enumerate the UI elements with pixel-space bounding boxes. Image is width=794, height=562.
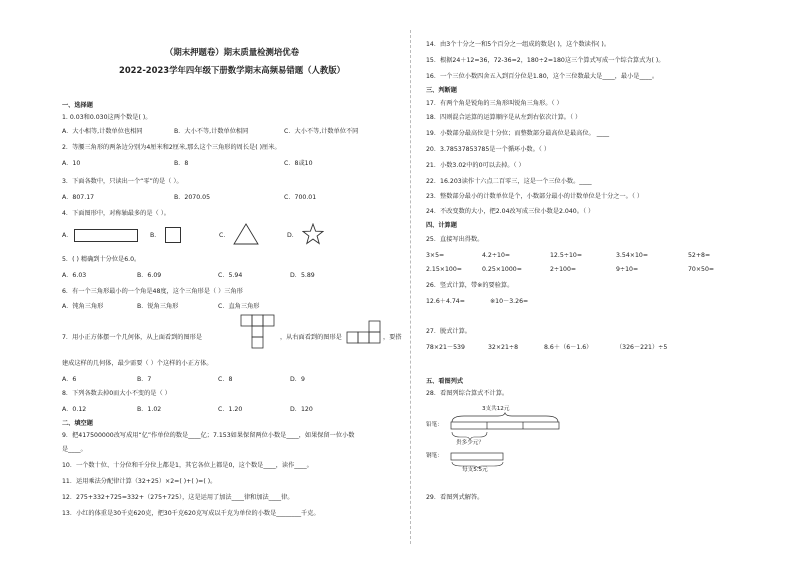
q5-option-d: D．5.89	[290, 272, 315, 279]
question-16: 16．一个三位小数四舍五入到百分位是1.80，这个三位数最大是____，最小是____。	[426, 73, 659, 80]
q4-option-d: D．	[287, 232, 298, 239]
question-23: 23．整数部分最小的计数单位是个，小数部分最小的计数单位是十分之一。（ ）	[426, 193, 644, 200]
q6-option-c: C．直角三角形	[218, 303, 260, 310]
q5-option-a: A．6.03	[62, 272, 87, 279]
question-7-part4: 建成这样的几何体，最少需要（ ）个这样的小正方体。	[62, 360, 213, 367]
question-13: 13．小红的体重是30千克620克，把30千克620克写成以千克为单位的小数是________千克。	[62, 510, 320, 517]
calc-cell: 2.15×100=	[426, 266, 462, 273]
question-mark-label: 贵多少元？	[456, 440, 484, 446]
question-10: 10．一个数十位、十分位和千分位上都是1，其它各位上都是0，这个数是____，读作____。	[62, 462, 313, 469]
question-18: 18．四则混合运算的运算顺序是从左到右依次计算。（ ）	[426, 114, 582, 121]
q27-item: 32×21÷8	[488, 344, 519, 351]
question-29: 29．看图列式解答。	[426, 494, 484, 501]
question-14: 14．由3个十分之一和5个百分之一组成的数是( )，这个数读作( )。	[426, 41, 611, 48]
q8-option-c: C．1.20	[218, 406, 243, 413]
q7-option-a: A．6	[62, 376, 77, 383]
calc-cell: 12.5÷10=	[550, 252, 583, 259]
question-1: 1. 0.03和0.030这两个数是( )。	[62, 114, 152, 121]
q5-option-b: B．6.09	[137, 272, 162, 279]
calc-cell: 4.2÷10=	[482, 252, 511, 259]
question-15: 15．根据24＋12=36，72-36=2，180÷2=180这三个算式写成一个综合算式为( )。	[426, 57, 665, 64]
q6-option-b: B．锐角三角形	[137, 303, 179, 310]
calc-cell: 2÷100=	[550, 266, 577, 273]
q5-option-c: C．5.94	[218, 272, 243, 279]
q26-item: 12.6＋4.74=	[426, 298, 465, 305]
triangle-shape	[233, 223, 259, 245]
q8-option-d: D．120	[290, 406, 313, 413]
column-divider	[410, 30, 411, 544]
question-24: 24．不改变数的大小，把2.04改写成三位小数是2.040。（ ）	[426, 208, 595, 215]
q1-option-c: C．大小不等,计数单位不同	[284, 128, 359, 135]
q6-option-a: A．钝角三角形	[62, 303, 104, 310]
figure-total-label: 3支共12元	[482, 406, 510, 412]
question-19: 19．小数部分最高位是十分位；而整数部分最高位是最高位。 ____	[426, 130, 610, 137]
q8-option-a: A．0.12	[62, 406, 87, 413]
top-view-figure	[240, 314, 276, 350]
calc-cell: 70×50=	[688, 266, 715, 273]
square-shape	[165, 227, 181, 243]
left-column	[62, 0, 402, 562]
question-9-tail: 是____。	[62, 446, 87, 453]
q7-option-d: D．9	[290, 376, 305, 383]
question-4: 4．下面图形中，对称轴最多的是（ ）。	[62, 210, 170, 217]
question-27: 27．脱式计算。	[426, 328, 471, 335]
q27-item: （326－221）÷5	[616, 344, 668, 351]
question-25: 25．直接写出得数。	[426, 236, 484, 243]
rectangle-shape	[74, 229, 138, 242]
q3-option-c: C．700.01	[284, 194, 317, 201]
question-7-part3: ，要搭	[383, 334, 402, 341]
q27-item: 8.6＋（6－1.6）	[544, 344, 593, 351]
exam-title: （期末押题卷）期末质量检测培优卷	[165, 47, 299, 57]
q2-option-b: B．8	[174, 160, 189, 167]
question-22: 22．16.203读作十六点二百零三，这是一个三位小数。____	[426, 178, 592, 185]
section-fill-blank: 二、填空题	[62, 420, 93, 427]
section-judge: 三、判断题	[426, 87, 457, 94]
calc-cell: 52+8=	[688, 252, 711, 259]
question-26: 26．竖式计算，带※的要验算。	[426, 282, 514, 289]
question-11: 11．运用乘法分配律计算（32+25）×2=( )+( )=( )。	[62, 478, 217, 485]
question-7-part2: ，从右面看到的图形是	[280, 334, 342, 341]
calc-cell: 3×5=	[426, 252, 445, 259]
right-column	[426, 0, 756, 562]
q4-option-b: B．	[150, 232, 161, 239]
question-8: 8．下列各数去掉0而大小不变的是（ ）	[62, 390, 171, 397]
question-2: 2．等腰三角形的两条边分别为4厘米和2厘米,那么这个三角形的周长是( )厘米。	[62, 144, 281, 151]
q4-option-a: A．	[62, 232, 73, 239]
q7-option-c: C．8	[218, 376, 233, 383]
question-6: 6．有一个三角形最小的一个角是48度，这个三角形是（ ）三角形	[62, 288, 243, 295]
q26-item: ※10－3.26=	[490, 298, 529, 305]
section-choice: 一、选择题	[62, 102, 93, 109]
question-3: 3．下面各数中，只读出一个“零”的是（ ）。	[62, 178, 183, 185]
q1-option-b: B．大小不等,计数单位相同	[174, 128, 249, 135]
question-28: 28．看图列综合算式不计算。	[426, 390, 509, 397]
question-20: 20．3.78537853785是一个循环小数。（ ）	[426, 146, 551, 153]
q1-option-a: A．大小相等,计数单位也相同	[62, 128, 143, 135]
calc-cell: 9÷10=	[616, 266, 639, 273]
q3-option-a: A．807.17	[62, 194, 95, 201]
question-17: 17．有两个角是锐角的三角形叫锐角三角形。（ ）	[426, 100, 563, 107]
q8-option-b: B．1.02	[137, 406, 162, 413]
pencil-label: 铅笔：	[426, 422, 443, 428]
section-calc: 四、计算题	[426, 222, 457, 229]
q4-option-c: C．	[219, 232, 230, 239]
pen-price-label: 每支5.5元	[462, 467, 488, 473]
calc-cell: 0.25×1000=	[482, 266, 522, 273]
pen-label: 钢笔：	[426, 453, 443, 459]
exam-subtitle: 2022-2023学年四年级下册数学期末高频易错题（人教版）	[119, 65, 345, 75]
question-7-part1: 7．用小正方体摆一个几何体，从上面看到的图形是	[62, 334, 203, 341]
q2-option-a: A．10	[62, 160, 81, 167]
q2-option-c: C．8或10	[284, 160, 313, 167]
question-9: 9．把417500000改写成用“亿”作单位的数是____亿；7.153如果保留两位小数是____，如果保留一位小数	[62, 432, 355, 439]
q27-item: 78×21－539	[426, 344, 465, 351]
star-shape	[302, 223, 324, 245]
q3-option-b: B．2070.05	[174, 194, 211, 201]
section-figure: 五、看图列式	[426, 378, 464, 385]
question-5: 5．( ) 精确到十分位是6.0。	[62, 256, 141, 263]
calc-cell: 3.54×10=	[616, 252, 649, 259]
question-21: 21．小数3.02中的0可以去掉。（ ）	[426, 162, 525, 169]
question-12: 12．275+332+725=332+（275+725），这是运用了加法____律和加法____律。	[62, 494, 294, 501]
q7-option-b: B．7	[137, 376, 152, 383]
right-view-figure	[346, 320, 382, 346]
